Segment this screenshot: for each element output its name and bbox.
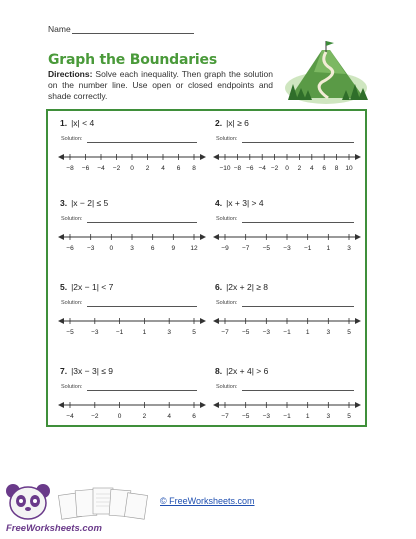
problem-expression: |2x + 2| ≥ 8 <box>226 282 269 292</box>
tick-label: 2 <box>145 165 150 172</box>
worksheet-title: Graph the Boundaries <box>48 52 217 68</box>
worksheet-thumbnails <box>58 486 150 520</box>
tick-label: 12 <box>190 245 198 252</box>
solution-label: Solution: <box>216 300 238 306</box>
arrow-right-icon <box>355 318 361 324</box>
tick-label: 8 <box>192 165 196 172</box>
tick-label: 4 <box>309 165 314 172</box>
arrow-left-icon <box>213 234 219 240</box>
tick-label: −7 <box>221 413 229 420</box>
problem-7 <box>60 366 113 376</box>
tick-label: 1 <box>326 245 331 252</box>
solution-answer-line[interactable] <box>87 390 197 391</box>
number-line[interactable] <box>213 315 361 337</box>
solution-answer-line[interactable] <box>242 222 354 223</box>
tick-label: 8 <box>334 165 339 172</box>
tick-label: −5 <box>241 329 250 336</box>
arrow-left-icon <box>58 402 64 408</box>
solution-label: Solution: <box>61 136 83 142</box>
problem-4 <box>215 198 264 208</box>
tick-label: 2 <box>297 165 302 172</box>
tick-label: −5 <box>241 413 250 420</box>
tick-label: 3 <box>167 329 172 336</box>
tick-label: 6 <box>322 165 327 172</box>
tick-label: −6 <box>81 165 90 172</box>
arrow-left-icon <box>58 318 64 324</box>
tick-label: 3 <box>130 245 134 252</box>
problem-expression: |2x − 1| < 7 <box>71 282 114 292</box>
tick-label: −9 <box>221 245 229 252</box>
tick-label: 0 <box>285 165 289 172</box>
tick-label: −3 <box>91 329 99 336</box>
brand-logo-text: FreeWorksheets.com <box>6 523 102 534</box>
number-line[interactable] <box>58 315 206 337</box>
tick-label: 3 <box>326 413 331 420</box>
solution-label: Solution: <box>61 384 83 390</box>
tick-label: 1 <box>142 329 147 336</box>
directions-text: Solve each inequality. Then graph the solution on the number line. Use open or closed endpoints and shade correctly. <box>48 69 273 101</box>
tick-label: 5 <box>347 413 351 420</box>
tick-label: −4 <box>97 165 105 172</box>
problem-number: 8. <box>215 366 223 376</box>
tick-label: −2 <box>91 413 99 420</box>
tick-label: −2 <box>112 165 121 172</box>
tick-label: −6 <box>246 165 254 172</box>
number-line[interactable] <box>58 399 206 421</box>
tick-label: 3 <box>347 245 351 252</box>
tick-label: −3 <box>283 245 291 252</box>
tick-label: 9 <box>171 245 176 252</box>
tick-label: −8 <box>233 165 242 172</box>
name-line[interactable] <box>72 33 194 34</box>
problem-3 <box>60 198 108 208</box>
number-line[interactable] <box>213 231 361 253</box>
problem-5 <box>60 282 113 292</box>
arrow-right-icon <box>200 234 206 240</box>
problem-expression: |x − 2| ≤ 5 <box>71 198 109 208</box>
tick-label: 1 <box>305 413 310 420</box>
solution-answer-line[interactable] <box>87 142 197 143</box>
solution-label: Solution: <box>61 216 83 222</box>
number-line[interactable] <box>213 399 361 421</box>
tick-label: 0 <box>117 413 122 420</box>
tick-label: −5 <box>66 329 74 336</box>
solution-label: Solution: <box>61 300 83 306</box>
arrow-left-icon <box>58 234 64 240</box>
tick-label: 0 <box>130 165 134 172</box>
problem-expression: |x| ≥ 6 <box>226 118 249 128</box>
problem-number: 1. <box>60 118 68 128</box>
directions-label: Directions: <box>48 69 93 79</box>
name-label: Name <box>48 24 71 34</box>
tick-label: 4 <box>161 165 165 172</box>
arrow-left-icon <box>213 402 219 408</box>
tick-label: 5 <box>192 329 196 336</box>
directions <box>48 69 273 102</box>
problem-number: 4. <box>215 198 223 208</box>
tick-label: 6 <box>192 413 196 420</box>
number-line[interactable] <box>58 231 206 253</box>
solution-answer-line[interactable] <box>242 390 354 391</box>
tick-label: 4 <box>167 413 172 420</box>
arrow-right-icon <box>355 154 361 160</box>
solution-answer-line[interactable] <box>87 222 197 223</box>
problem-number: 6. <box>215 282 223 292</box>
problem-number: 7. <box>60 366 68 376</box>
tick-label: −3 <box>262 413 271 420</box>
arrow-right-icon <box>355 402 361 408</box>
tick-label: 0 <box>109 245 114 252</box>
number-line[interactable] <box>213 151 361 173</box>
tick-label: −7 <box>241 245 250 252</box>
tick-label: −3 <box>262 329 271 336</box>
panda-mascot <box>3 483 55 523</box>
solution-label: Solution: <box>216 384 238 390</box>
solution-answer-line[interactable] <box>87 306 197 307</box>
tick-label: −10 <box>219 165 231 172</box>
tick-label: 3 <box>326 329 331 336</box>
tick-label: −2 <box>270 165 279 172</box>
problem-number: 2. <box>215 118 223 128</box>
arrow-left-icon <box>213 318 219 324</box>
arrow-right-icon <box>355 234 361 240</box>
problem-6 <box>215 282 268 292</box>
tick-label: 5 <box>347 329 351 336</box>
tick-label: −4 <box>66 413 74 420</box>
arrow-left-icon <box>213 154 219 160</box>
number-line[interactable] <box>58 151 206 173</box>
problem-expression: |2x + 4| > 6 <box>226 366 269 376</box>
tick-label: −1 <box>283 413 291 420</box>
mountain-illustration <box>284 38 368 104</box>
problem-expression: |x + 3| > 4 <box>226 198 264 208</box>
solution-label: Solution: <box>216 216 238 222</box>
tick-label: −7 <box>221 329 229 336</box>
tick-label: −1 <box>303 245 312 252</box>
tick-label: −3 <box>86 245 95 252</box>
solution-answer-line[interactable] <box>242 142 354 143</box>
arrow-right-icon <box>200 318 206 324</box>
tick-label: 1 <box>305 329 310 336</box>
tick-label: −4 <box>258 165 266 172</box>
tick-label: −1 <box>115 329 124 336</box>
solution-answer-line[interactable] <box>242 306 354 307</box>
arrow-right-icon <box>200 154 206 160</box>
problem-number: 3. <box>60 198 68 208</box>
tick-label: −8 <box>66 165 74 172</box>
problem-expression: |3x − 3| ≤ 9 <box>71 366 114 376</box>
footer-link[interactable]: © FreeWorksheets.com <box>160 496 255 506</box>
problem-expression: |x| < 4 <box>71 118 95 128</box>
problem-number: 5. <box>60 282 68 292</box>
tick-label: −1 <box>283 329 291 336</box>
solution-label: Solution: <box>216 136 238 142</box>
tick-label: 10 <box>345 165 353 172</box>
problem-8 <box>215 366 268 376</box>
problem-1 <box>60 118 94 128</box>
tick-label: 6 <box>150 245 155 252</box>
arrow-left-icon <box>58 154 64 160</box>
tick-label: 6 <box>176 165 181 172</box>
problem-2 <box>215 118 249 128</box>
tick-label: −5 <box>262 245 271 252</box>
tick-label: 2 <box>142 413 147 420</box>
tick-label: −6 <box>66 245 74 252</box>
arrow-right-icon <box>200 402 206 408</box>
